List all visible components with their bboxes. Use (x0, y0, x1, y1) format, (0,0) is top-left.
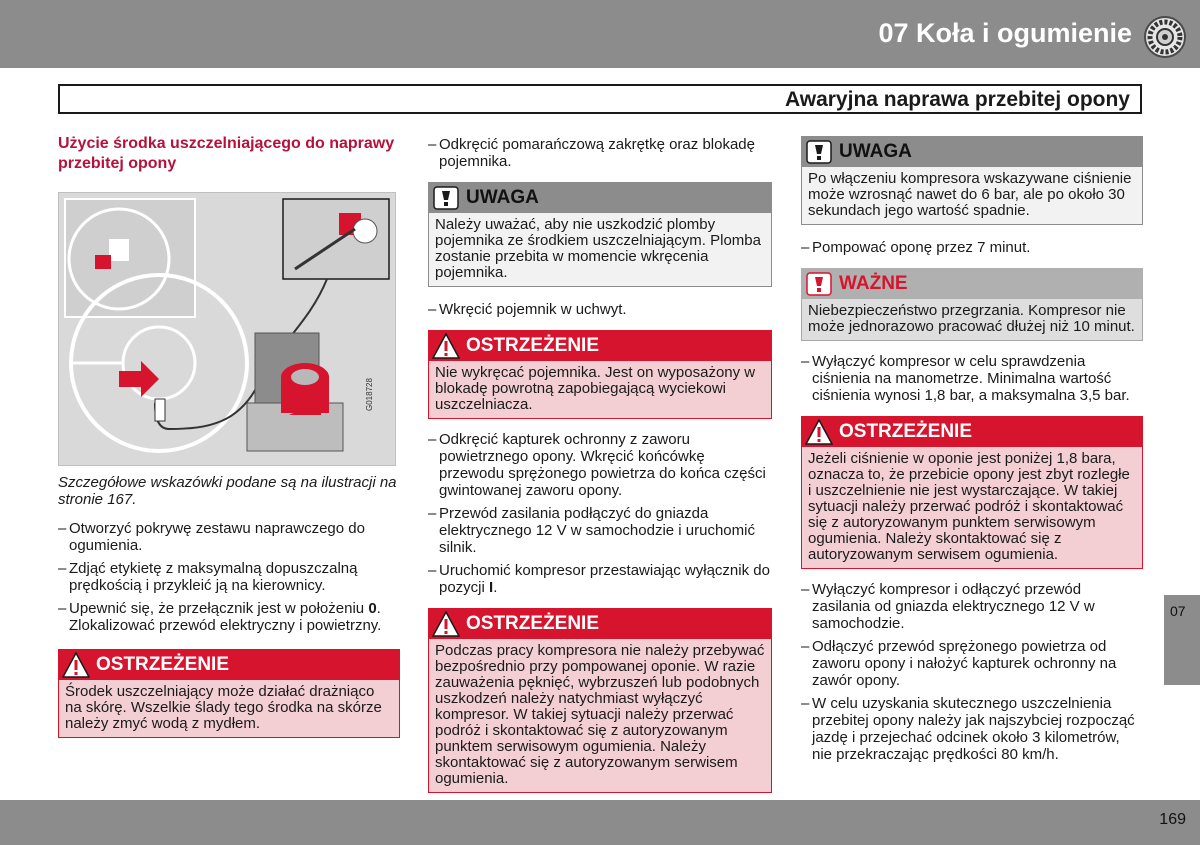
list-dash: – (428, 301, 437, 318)
warning-box (58, 649, 400, 738)
page-number: 169 (1159, 811, 1186, 828)
warning-title: OSTRZEŻENIE (839, 421, 973, 442)
list-dash: – (428, 505, 437, 522)
note-icon (805, 139, 833, 165)
list-dash: – (428, 562, 437, 579)
list-item: – Przewód zasilania podłączyć do gniazda elektrycznego 12 V w samochodzie i uruchomić silnik. (428, 505, 755, 556)
figure-caption: Szczegółowe wskazówki podane są na ilustracji na stronie 167. (58, 474, 397, 508)
note-title: UWAGA (839, 141, 912, 162)
list-dash: – (58, 600, 67, 617)
list-item: – Wyłączyć kompresor i odłączyć przewód zasilania od gniazda elektrycznego 12 V w samochodzie. (801, 581, 1095, 632)
warning-title: OSTRZEŻENIE (466, 335, 600, 356)
list-item: – Odłączyć przewód sprężonego powietrza od zaworu opony i nałożyć kapturek ochronny na zawór opony. (801, 638, 1117, 689)
chapter-tab-label: 07 (1170, 603, 1186, 619)
note-text: Należy uważać, aby nie uszkodzić plomby pojemnika ze środkiem uszczelniającym. Plomba zostanie przebita w momencie wkręcenia pojemnika. (428, 213, 772, 287)
note-text: Po włączeniu kompresora wskazywane ciśnienie może wzrosnąć nawet do 6 bar, ale po około 30 sekundach jego wartość spadnie. (801, 167, 1143, 225)
section-title: Awaryjna naprawa przebitej opony (784, 88, 1130, 111)
note-icon (432, 185, 460, 211)
list-item: – Otworzyć pokrywę zestawu naprawczego do ogumienia. (58, 520, 365, 554)
footer-bar (0, 800, 1200, 845)
warning-box (801, 416, 1143, 569)
list-dash: – (801, 638, 810, 655)
subsection-heading: Użycie środka uszczelniającego do naprawy przebitej opony (58, 135, 395, 172)
warning-triangle-icon (432, 333, 460, 359)
figure-code: G018728 (365, 378, 374, 411)
list-item: – Odkręcić kapturek ochronny z zaworu powietrznego opony. Wkręcić końcówkę przewodu sprężonego powietrza do końca części gwintowanej zaworu opony. (428, 431, 766, 499)
list-dash: – (801, 353, 810, 370)
important-box (801, 268, 1143, 341)
column-right (801, 132, 1143, 763)
list-item: – Wkręcić pojemnik w uchwyt. (428, 301, 627, 318)
warning-title: OSTRZEŻENIE (96, 654, 230, 675)
warning-text: Jeżeli ciśnienie w oponie jest poniżej 1,8 bara, oznacza to, że przebicie opony jest zbyt rozległe i uszczelnienie nie jest wystarczające. W takiej sytuacji należy przerwać podróż i skontaktować się z autoryzowanym punktem serwisowym ogumienia. Należy skontaktować się z autoryzowanym serwisem ogumienia. (801, 447, 1143, 569)
warning-text: Nie wykręcać pojemnika. Jest on wyposażony w blokadę powrotną zapobiegającą wyciekowi uszczelniacza. (428, 361, 772, 419)
column-left (58, 132, 400, 740)
list-item: – Upewnić się, że przełącznik jest w położeniu 0. Zlokalizować przewód elektryczny i powietrzny. (58, 600, 382, 634)
warning-text: Podczas pracy kompresora nie należy przebywać bezpośrednio przy pompowanej oponie. W razie zauważenia pęknięć, wybrzuszeń lub podobnych uszkodzeń należy natychmiast wyłączyć kompresor. W takiej sytuacji należy przerwać podróż i skontaktować się z autoryzowanym punktem serwisowym ogumienia. Należy skontaktować się z autoryzowanym serwisem ogumienia. (428, 639, 772, 793)
column-middle (428, 132, 772, 795)
section-title-box (58, 84, 1142, 114)
list-item: – Zdjąć etykietę z maksymalną dopuszczalną prędkością i przykleić ją na kierownicy. (58, 560, 358, 594)
note-title: UWAGA (466, 187, 539, 208)
warning-box (428, 330, 772, 419)
important-title: WAŻNE (839, 273, 908, 294)
header-bar (0, 0, 1200, 68)
chapter-title: 07 Koła i ogumienie (878, 18, 1132, 48)
list-item: – Wyłączyć kompresor w celu sprawdzenia ciśnienia na manometrze. Minimalna wartość ciśnienia wynosi 1,8 bar, a maksymalna 3,5 bar. (801, 353, 1130, 404)
warning-triangle-icon (62, 652, 90, 678)
warning-box (428, 608, 772, 793)
warning-triangle-icon (432, 611, 460, 637)
repair-kit-illustration (58, 192, 396, 466)
important-icon (805, 271, 833, 297)
warning-triangle-icon (805, 419, 833, 445)
list-item: – Uruchomić kompresor przestawiając wyłącznik do pozycji I. (428, 562, 770, 596)
tire-icon (1144, 16, 1186, 58)
list-dash: – (58, 560, 67, 577)
chapter-tab (1164, 595, 1200, 685)
important-text: Niebezpieczeństwo przegrzania. Kompresor nie może jednorazowo pracować dłużej niż 10 minut. (801, 299, 1143, 341)
list-dash: – (428, 431, 437, 448)
list-item: – W celu uzyskania skutecznego uszczelnienia przebitej opony należy jak najszybciej rozpocząć jazdę i przejechać odcinek około 3 kilometrów, nie przekraczając prędkości 80 km/h. (801, 695, 1135, 763)
list-dash: – (58, 520, 67, 537)
list-dash: – (428, 136, 437, 153)
list-dash: – (801, 695, 810, 712)
list-item: – Odkręcić pomarańczową zakrętkę oraz blokadę pojemnika. (428, 136, 755, 170)
warning-title: OSTRZEŻENIE (466, 613, 600, 634)
list-dash: – (801, 581, 810, 598)
note-box (428, 182, 772, 287)
note-box (801, 136, 1143, 225)
list-dash: – (801, 239, 810, 256)
warning-text: Środek uszczelniający może działać drażniąco na skórę. Wszelkie ślady tego środka na skórze należy zmyć wodą z mydłem. (58, 680, 400, 738)
list-item: – Pompować oponę przez 7 minut. (801, 239, 1031, 256)
